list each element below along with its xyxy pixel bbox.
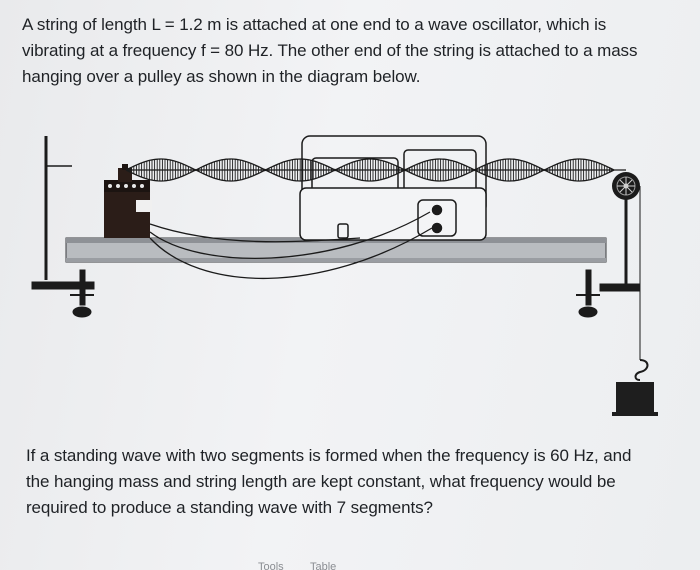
problem-intro (22, 12, 692, 90)
left-stand (32, 136, 94, 317)
question-line: If a standing wave with two segments is formed when the frequency is 60 Hz, and (26, 446, 632, 465)
intro-line: A string of length L = 1.2 m is attached at one end to a wave oscillator, which is (22, 15, 607, 34)
standing-wave (126, 159, 626, 181)
intro-line: hanging over a pulley as shown in the diagram below. (22, 67, 421, 86)
problem-question (26, 443, 686, 521)
function-generator (300, 136, 486, 240)
standing-wave-diagram (0, 120, 700, 425)
wave-oscillator (104, 164, 152, 238)
menu-item-tools[interactable]: Tools (258, 561, 284, 570)
editor-menu-bar (0, 558, 700, 570)
hanging-mass-assembly (612, 186, 658, 416)
question-line: the hanging mass and string length are kept constant, what frequency would be (26, 472, 616, 491)
intro-line: vibrating at a frequency f = 80 Hz. The other end of the string is attached to a mass (22, 41, 638, 60)
lab-bench (66, 238, 606, 262)
question-line: required to produce a standing wave with 7 segments? (26, 498, 433, 517)
hanging-mass (616, 382, 654, 412)
pulley (612, 172, 640, 200)
menu-item-table[interactable]: Table (310, 561, 337, 570)
